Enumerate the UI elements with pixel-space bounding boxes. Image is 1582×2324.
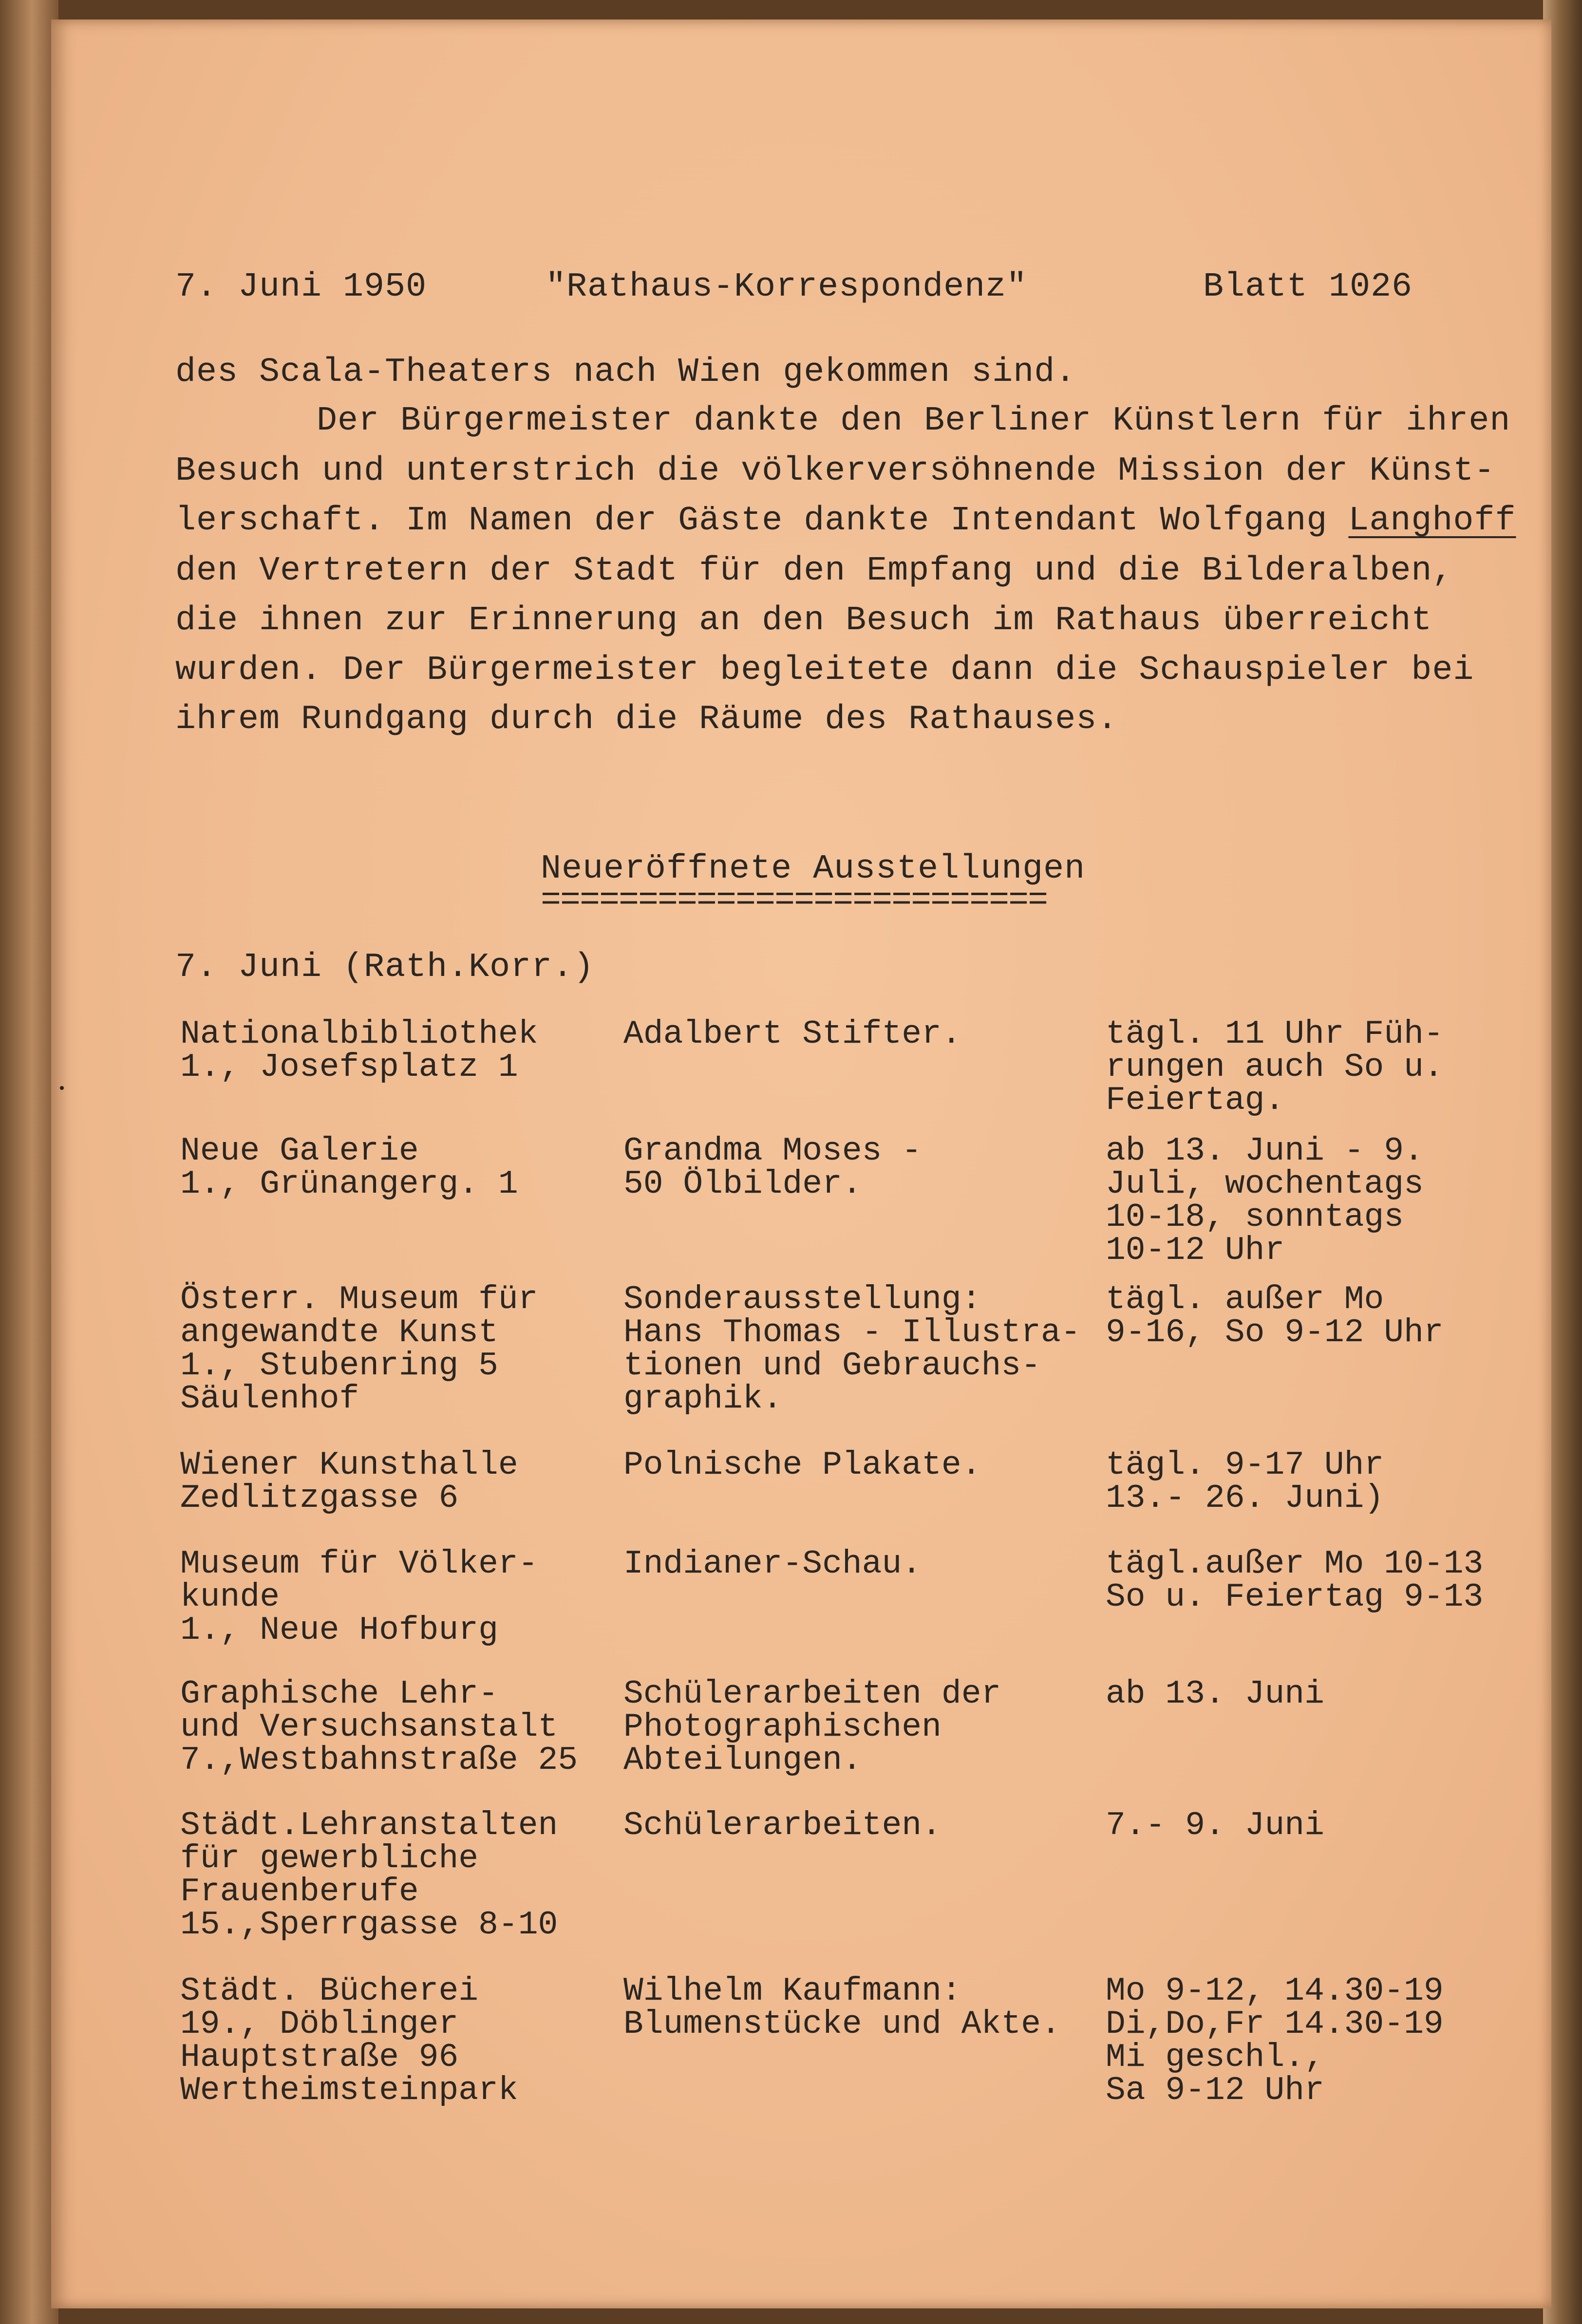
title-cell: Schülerarbeiten. [623, 1807, 942, 1844]
title-cell: Polnische Plakate. [623, 1446, 981, 1484]
hours-cell: tägl. 9-17 Uhr [1106, 1446, 1384, 1484]
paragraph-text: lerschaft. Im Namen der Gäste dankte Intendant Wolfgang [175, 502, 1349, 540]
title-cell: Indianer-Schau. [623, 1545, 922, 1583]
header-publication: "Rathaus-Korrespondenz" [546, 268, 1028, 306]
section-title: Neueröffnete Ausstellungen [541, 850, 1086, 888]
venue-cell: für gewerbliche [180, 1840, 479, 1877]
paragraph-line: wurden. Der Bürgermeister begleitete dann die Schauspieler bei [175, 651, 1474, 690]
title-cell: graphik. [623, 1380, 783, 1418]
title-cell: Schülerarbeiten der [623, 1675, 1001, 1713]
venue-cell: Österr. Museum für [180, 1281, 538, 1318]
section-rule: ========================== [541, 881, 1048, 920]
venue-cell: angewandte Kunst [180, 1314, 498, 1351]
paragraph-line: Der Bürgermeister dankte den Berliner Künstlern für ihren [317, 402, 1511, 440]
title-cell: Photographischen [623, 1708, 942, 1746]
paragraph-line: des Scala-Theaters nach Wien gekommen sind. [175, 353, 1076, 392]
venue-cell: 1., Grünangerg. 1 [180, 1165, 518, 1203]
venue-cell: 15.,Sperrgasse 8-10 [180, 1906, 558, 1944]
venue-cell: kunde [180, 1578, 280, 1616]
title-cell: 50 Ölbilder. [623, 1165, 862, 1203]
hours-cell: Juli, wochentags [1106, 1165, 1424, 1203]
venue-cell: Hauptstraße 96 [180, 2039, 459, 2076]
venue-cell: Graphische Lehr- [180, 1675, 498, 1713]
paragraph-line [175, 504, 1516, 538]
venue-cell: Wiener Kunsthalle [180, 1446, 518, 1484]
paragraph-line: die ihnen zur Erinnerung an den Besuch im Rathaus überreicht [175, 601, 1432, 640]
venue-cell: Wertheimsteinpark [180, 2072, 518, 2109]
title-cell: Blumenstücke und Akte. [623, 2005, 1061, 2043]
name-langhoff: Langhoff [1348, 502, 1516, 540]
title-cell: Adalbert Stifter. [623, 1015, 961, 1053]
hours-cell: Di,Do,Fr 14.30-19 [1106, 2005, 1444, 2043]
document-page [51, 19, 1551, 2308]
title-cell: Grandma Moses - [623, 1132, 922, 1170]
venue-cell: 7.,Westbahnstraße 25 [180, 1742, 578, 1779]
hours-cell: So u. Feiertag 9-13 [1106, 1578, 1484, 1616]
venue-cell: Säulenhof [180, 1380, 359, 1418]
title-cell: Hans Thomas - Illustra- [623, 1314, 1081, 1351]
hours-cell: Mo 9-12, 14.30-19 [1106, 1972, 1444, 2010]
venue-cell: 1., Neue Hofburg [180, 1612, 498, 1649]
venue-cell: Zedlitzgasse 6 [180, 1480, 459, 1517]
hours-cell: 10-12 Uhr [1106, 1232, 1285, 1269]
hours-cell: 7.- 9. Juni [1106, 1807, 1324, 1844]
punch-hole [60, 1086, 64, 1090]
title-cell: Sonderausstellung: [623, 1281, 981, 1318]
venue-cell: Neue Galerie [180, 1132, 419, 1170]
hours-cell: Mi geschl., [1106, 2039, 1324, 2076]
hours-cell: Sa 9-12 Uhr [1106, 2072, 1324, 2109]
hours-cell: tägl. außer Mo [1106, 1281, 1384, 1318]
venue-cell: Städt. Bücherei [180, 1972, 479, 2010]
hours-cell: tägl.außer Mo 10-13 [1106, 1545, 1484, 1583]
venue-cell: 1., Stubenring 5 [180, 1347, 498, 1385]
venue-cell: Museum für Völker- [180, 1545, 538, 1583]
hours-cell: 13.- 26. Juni) [1106, 1480, 1384, 1517]
hours-cell: ab 13. Juni [1106, 1675, 1324, 1713]
book-gutter-left [0, 0, 58, 2324]
paragraph-line: den Vertretern der Stadt für den Empfang und die Bilderalben, [175, 552, 1453, 590]
venue-cell: Städt.Lehranstalten [180, 1807, 558, 1844]
section-dateline: 7. Juni (Rath.Korr.) [175, 948, 595, 987]
venue-cell: Frauenberufe [180, 1873, 419, 1911]
title-cell: Wilhelm Kaufmann: [623, 1972, 961, 2010]
hours-cell: 9-16, So 9-12 Uhr [1106, 1314, 1444, 1351]
hours-cell: rungen auch So u. [1106, 1049, 1444, 1086]
paragraph-line: Besuch und unterstrich die völkerversöhnende Mission der Künst- [175, 452, 1495, 490]
paragraph-line: ihrem Rundgang durch die Räume des Rathauses. [175, 700, 1118, 739]
venue-cell: und Versuchsanstalt [180, 1708, 558, 1746]
title-cell: tionen und Gebrauchs- [623, 1347, 1041, 1385]
header-sheet: Blatt 1026 [1203, 268, 1413, 306]
hours-cell: ab 13. Juni - 9. [1106, 1132, 1424, 1170]
venue-cell: Nationalbibliothek [180, 1015, 538, 1053]
venue-cell: 1., Josefsplatz 1 [180, 1049, 518, 1086]
hours-cell: 10-18, sonntags [1106, 1199, 1404, 1236]
title-cell: Abteilungen. [623, 1742, 862, 1779]
header-date: 7. Juni 1950 [175, 268, 427, 306]
venue-cell: 19., Döblinger [180, 2005, 459, 2043]
hours-cell: tägl. 11 Uhr Füh- [1106, 1015, 1444, 1053]
hours-cell: Feiertag. [1106, 1082, 1285, 1119]
